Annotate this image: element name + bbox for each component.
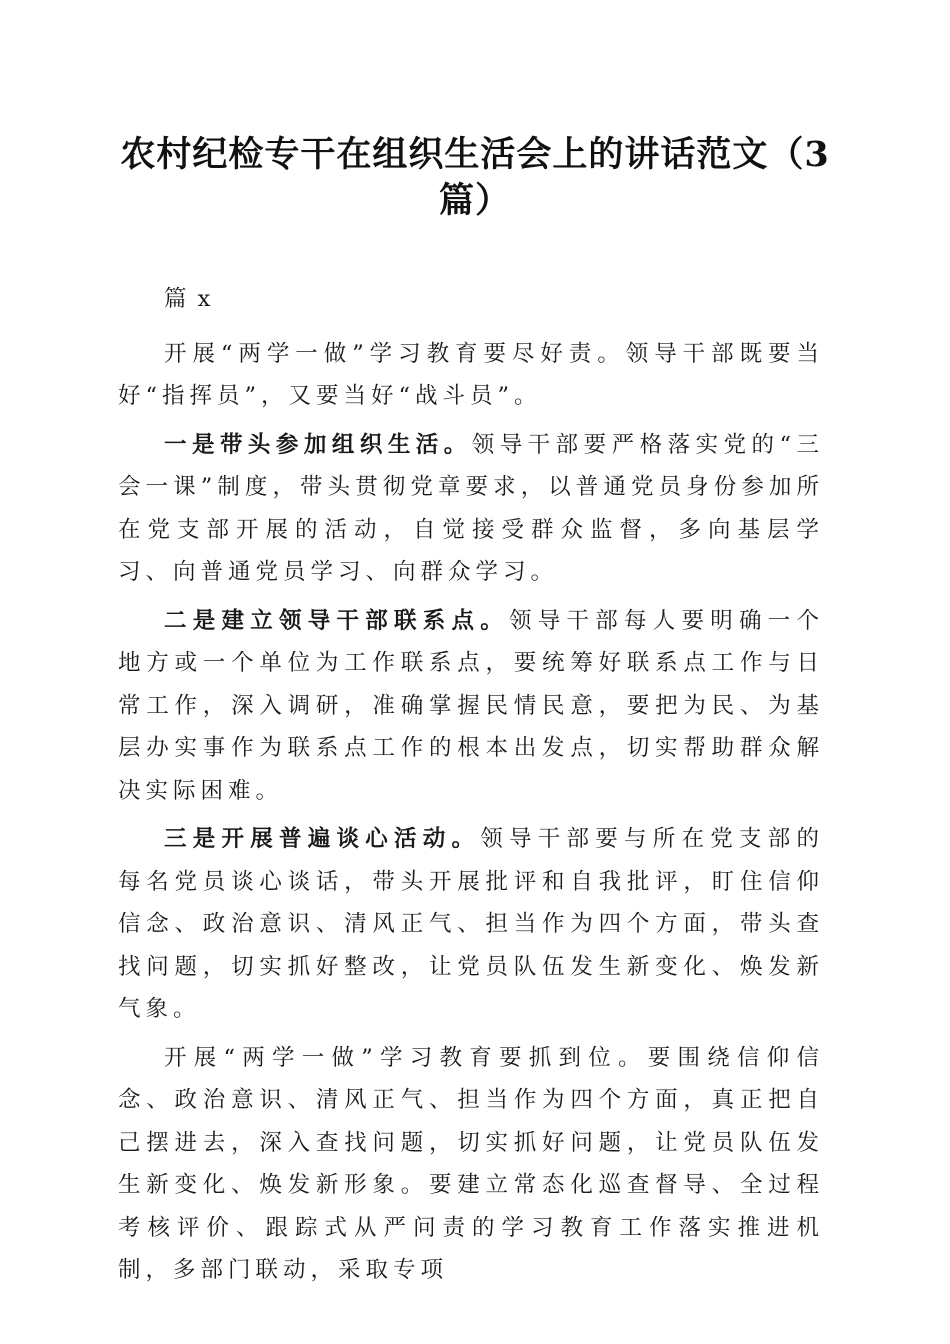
document-title: 农村纪检专干在组织生活会上的讲话范文（3篇） — [120, 134, 830, 221]
document-body — [118, 278, 824, 1298]
paragraph-2 — [118, 424, 824, 594]
paragraph-3 — [118, 600, 824, 813]
paragraph-2-text: 领导干部要严格落实党的“三会一课”制度，带头贯彻党章要求，以普通党员身份参加所在党支部开展的活动，自觉接受群众监督，多向基层学习、向普通党员学习、向群众学习。 — [118, 431, 824, 585]
paragraph-4 — [118, 818, 824, 1031]
paragraph-3-lead: 二是建立领导干部联系点。 — [164, 607, 509, 634]
paragraph-1 — [118, 333, 824, 418]
paragraph-4-lead: 三是开展普遍谈心活动。 — [164, 826, 481, 852]
paragraph-4-text: 领导干部要与所在党支部的每名党员谈心谈话，带头开展批评和自我批评，盯住信仰信念、政治意识、清风正气、担当作为四个方面，带头查找问题，切实抓好整改，让党员队伍发生新变化、焕发新气象。 — [118, 826, 824, 1022]
paragraph-5 — [118, 1037, 824, 1292]
paragraph-1-text: 开展“两学一做”学习教育要尽好责。领导干部既要当好“指挥员”，又要当好“战斗员”。 — [118, 340, 824, 409]
paragraph-2-lead: 一是带头参加组织生活。 — [164, 431, 472, 458]
section-label: 篇 x — [164, 286, 213, 312]
paragraph-5-text: 开展“两学一做”学习教育要抓到位。要围绕信仰信念、政治意识、清风正气、担当作为四个方面，真正把自己摆进去，深入查找问题，切实抓好问题，让党员队伍发生新变化、焕发新形象。要建立常态化巡查督导、全过程考核评价、跟踪式从严问责的学习教育工作落实推进机制，多部门联动，采取专项 — [118, 1044, 824, 1283]
paragraph-3-text: 领导干部每人要明确一个地方或一个单位为工作联系点，要统筹好联系点工作与日常工作，深入调研，准确掌握民情民意，要把为民、为基层办实事作为联系点工作的根本出发点，切实帮助群众解决实际困难。 — [118, 607, 824, 804]
